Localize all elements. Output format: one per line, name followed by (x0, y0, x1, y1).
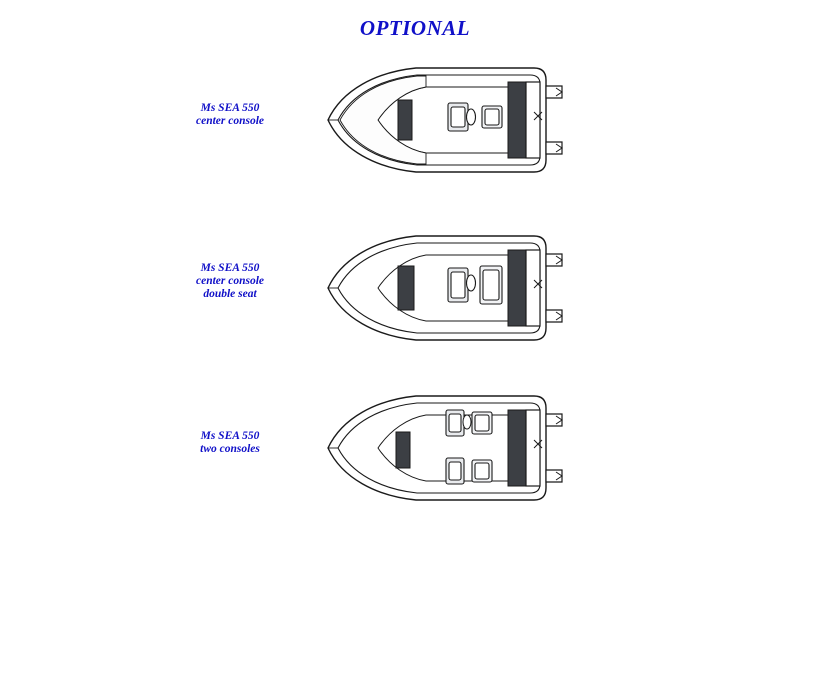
caption-line: two consoles (200, 443, 260, 455)
port-cushion (398, 266, 414, 310)
caption-center-console (150, 102, 310, 128)
boat-drawing-center-console-double-seat (320, 228, 580, 348)
port-seat (472, 460, 492, 482)
caption-line: Ms SEA 550 (200, 262, 260, 274)
port-cushion (398, 100, 412, 140)
diagram-row-two-consoles (0, 388, 830, 538)
caption-line: center console (195, 115, 265, 127)
aft-panel (508, 82, 526, 158)
boat-drawing-center-console (320, 60, 580, 180)
page-title: OPTIONAL (359, 16, 471, 40)
port-cushion (396, 432, 410, 468)
aft-panel (508, 410, 526, 486)
aft-panel (508, 250, 526, 326)
boat-drawing-two-consoles (320, 388, 580, 508)
caption-line: Ms SEA 550 (200, 102, 260, 114)
starboard-console (446, 410, 464, 436)
double-seat (480, 266, 502, 304)
starboard-seat (472, 412, 492, 434)
caption-line: Ms SEA 550 (200, 430, 260, 442)
caption-line: double seat (203, 288, 257, 300)
port-console (446, 458, 464, 484)
caption-line: center console (195, 275, 265, 287)
diagram-row-center-console-double-seat (0, 228, 830, 378)
caption-two-consoles (150, 430, 310, 456)
caption-center-console-double-seat (150, 262, 310, 301)
diagram-row-center-console (0, 60, 830, 210)
